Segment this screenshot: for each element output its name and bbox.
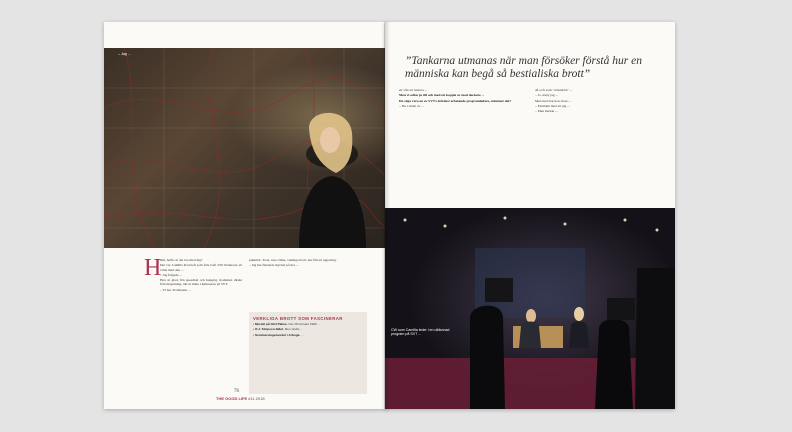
paragraph: då ovfr som "arbetslöst" ... [535, 88, 573, 92]
paragraph: – Nu i slutet av ... [399, 103, 424, 108]
fact-box [249, 312, 367, 394]
paragraph: – Men medan ... [535, 109, 558, 114]
photo-caption: – Jag ... [118, 52, 131, 56]
fact-item [253, 328, 363, 332]
fact-item-label: • Sommarstugemordet i Arboga. [253, 332, 301, 337]
body-column-2 [535, 88, 663, 114]
paragraph: – Jag frågade ... [160, 272, 183, 277]
fact-item-label: • O.J. Simpson-fallet. [253, 327, 284, 332]
paragraph: – Fenilden med att jag ... [535, 103, 570, 108]
paragraph: Men med har hon visas ... [535, 98, 572, 103]
photo-caption: CW som Camilla leder i en utlämnad program på SVT ... [391, 328, 450, 337]
woman-face [320, 127, 340, 153]
fact-item [253, 334, 363, 338]
map-wall-background [104, 48, 388, 248]
tv-studio-scene [385, 208, 675, 409]
body-column-1 [399, 88, 527, 109]
footer-issue: #11.2018 [248, 396, 265, 401]
paragraph: ett vått att bastera ... [399, 88, 428, 92]
fact-item-text: Det 28 februari 1986 ... [288, 322, 321, 326]
paragraph: allå, hallå, är det bra med dig? [160, 258, 203, 262]
paragraph: punktlat. Toon, true crime, verkliga brott, har fått ett uppsving. [249, 258, 337, 262]
body-column-2 [249, 258, 367, 269]
right-page [385, 22, 675, 409]
page-footer [216, 396, 265, 401]
paragraph: – Vi har 45 minuter ... [160, 287, 191, 292]
pull-quote: ”Tankarna utmanas när man försöker förstå hur en människa kan begå så bestialiska brott” [405, 55, 642, 80]
page-number: 76 [234, 389, 239, 394]
paragraph: – Jo, nuny jag ... [535, 93, 559, 98]
fact-box-title: VERKLIGA BROTT SOM FASCINERAR [253, 316, 343, 321]
paragraph: Hon ni glad, fön speediad och hungrig. Kommen direkt från inspelning, rätt ut mina i kulisserna på SVT. [160, 278, 242, 287]
spine-shadow [384, 22, 390, 409]
studio-photo [385, 208, 675, 409]
paragraph: Det var Camilla Kvartoft som fick Luft UW Petterson att vrida med den ... [160, 263, 242, 272]
paragraph: – Jag har funderat mycket på det. ... [249, 263, 300, 268]
dropcap: H [144, 255, 162, 281]
question: Men vi odlas ju till och med ett kopple av med dockare ... [399, 93, 485, 98]
left-page [104, 22, 388, 409]
footer-brand: THE GOOD LIFE [216, 396, 248, 401]
portrait-photo [104, 48, 388, 248]
fact-item-label: • Mordet på Olof Palme. [253, 322, 288, 326]
fact-item-text: ... [301, 332, 304, 337]
question: Du säga vara en av SVT:s hårdast arbetande programledare, stämmer det? [399, 98, 512, 103]
fact-item [253, 323, 363, 327]
woman-body [299, 176, 366, 248]
fact-item-text: Men skulle ... [284, 327, 303, 332]
body-column-1 [160, 258, 242, 293]
